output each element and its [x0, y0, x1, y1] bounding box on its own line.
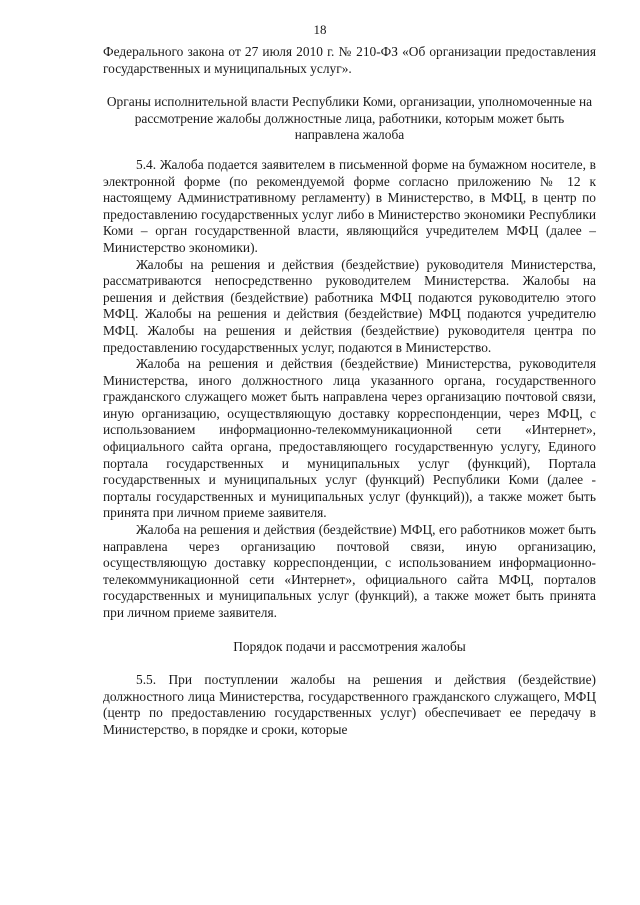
page-number: 18: [313, 22, 327, 37]
section-heading-procedure: Порядок подачи и рассмотрения жалобы: [233, 638, 466, 654]
paragraph-ministry-complaints: Жалоба на решения и действия (бездействие) Министерства, руководителя Министерства, иного должностного лица указанного органа, государственного гражданского служащего может быть направлена через организацию почтовой связи, иную организацию, осуществляющую доставку корреспонденции, через МФЦ, с использованием информационно-телекоммуникационной сети «Интернет», официального сайта органа, предоставляющего государственную услугу, Единого портала государственных и муниципальных услуг (функций), Портала государственных и муниципальных услуг (функций) Республики Коми (далее - порталы государственных и муниципальных услуг (функций)), а также может быть принята при личном приеме заявителя.: [103, 356, 596, 521]
document-body: [103, 44, 596, 739]
section-heading-complaint-bodies: Органы исполнительной власти Республики Коми, организации, уполномоченные на рассмотрение жалобы должностные лица, работники, которым может быть направлена жалоба: [106, 94, 593, 143]
intro-paragraph: Федерального закона от 27 июля 2010 г. № 210-ФЗ «Об организации предоставления государственных и муниципальных услуг».: [103, 44, 596, 76]
paragraph-5-4: 5.4. Жалоба подается заявителем в письменной форме на бумажном носителе, в электронной форме (по рекомендуемой форме согласно приложению № 12 к настоящему Административному регламенту) в Министерство, в МФЦ, в центр по предоставлению государственных услуг либо в Министерство экономики Республики Коми – орган государственной власти, являющийся учредителем МФЦ (далее – Министерство экономики).: [103, 156, 596, 255]
paragraph-head-complaints: Жалобы на решения и действия (бездействие) руководителя Министерства, рассматриваются непосредственно руководителем Министерства. Жалобы на решения и действия (бездействие) работника МФЦ подаются руководителю этого МФЦ. Жалобы на решения и действия (бездействие) МФЦ подаются учредителю МФЦ. Жалобы на решения и действия (бездействие) руководителя центра по предоставлению государственных услуг, подаются в Министерство.: [103, 256, 596, 355]
paragraph-5-5: 5.5. При поступлении жалобы на решения и действия (бездействие) должностного лица Министерства, государственного гражданского служащего, МФЦ (центр по предоставлению государственных услуг) обеспечивает ее передачу в Министерство, в порядке и сроки, которые: [103, 672, 596, 737]
paragraph-mfc-complaints: Жалоба на решения и действия (бездействие) МФЦ, его работников может быть направлена через организацию почтовой связи, иную организацию, осуществляющую доставку корреспонденции, с использованием информационно-телекоммуникационной сети «Интернет», официального сайта МФЦ, порталов государственных и муниципальных услуг (функций), а также может быть принята при личном приеме заявителя.: [103, 522, 596, 620]
